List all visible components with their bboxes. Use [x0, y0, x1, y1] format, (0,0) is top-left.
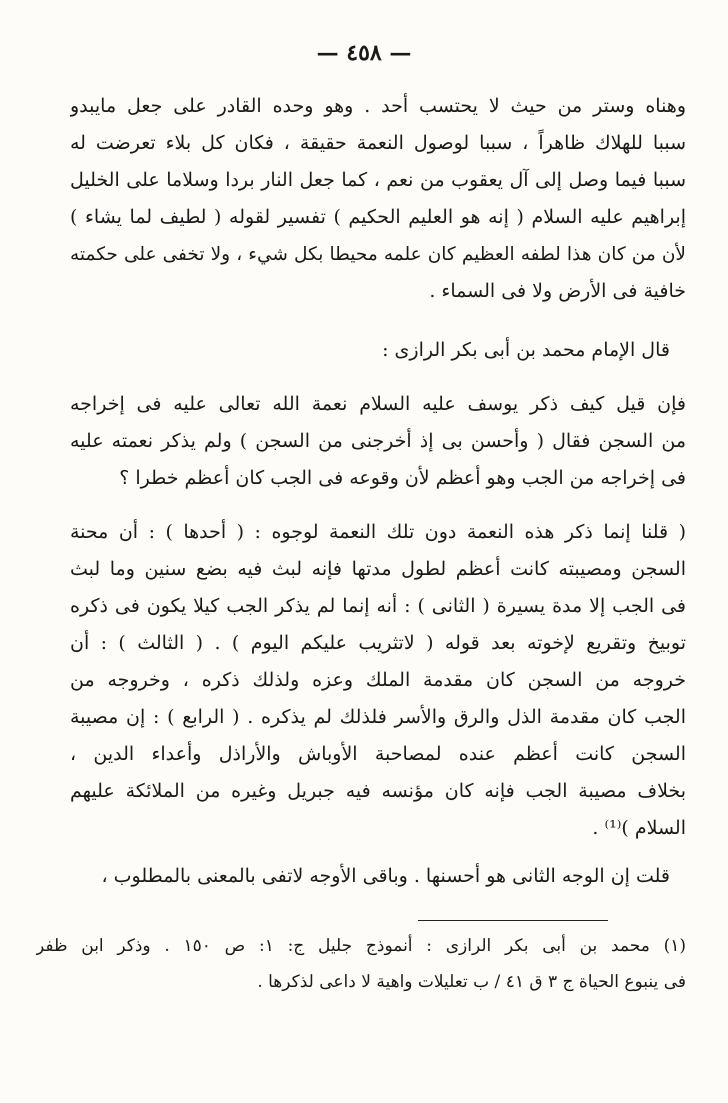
- footnote-line: فى ينبوع الحياة ج ٣ ق ٤١ / ب تعليلات واهية لا داعى لذكرها .: [257, 972, 686, 992]
- text-line: قال الإمام محمد بن أبى بكر الرازى :: [382, 339, 670, 361]
- text-line: الجب كان مقدمة الذل والرق والأسر فلذلك لم يذكره . ( الرابع ) : إن مصيبة: [70, 706, 686, 728]
- text-line: فى إخراجه من الجب وهو أعظم لأن وقوعه فى الجب كان أعظم خطرا ؟: [119, 467, 686, 489]
- paragraph-5: [70, 858, 670, 895]
- text-line: وهناه وستر من حيث لا يحتسب أحد . وهو وحده القادر على جعل مايبدو: [70, 95, 686, 117]
- text-line: فإن قيل كيف ذكر يوسف عليه السلام نعمة الله تعالى عليه فى إخراجه: [70, 393, 686, 415]
- text-line: ( قلنا إنما ذكر هذه النعمة دون تلك النعمة لوجوه : ( أحدها ) : أن محنة: [70, 521, 686, 543]
- text-line: السجن كانت أعظم عنده لمصاحبة الأوباش والأراذل وأعداء الدين ،: [70, 743, 686, 765]
- page-number: — ٤٥٨ —: [316, 40, 412, 66]
- text-line: سببا للهلاك ظاهراً ، سببا لوصول النعمة حقيقة ، فكان كل بلاء تعرضت له: [70, 132, 686, 154]
- footnote: [36, 928, 686, 1000]
- paragraph-2: [70, 332, 670, 369]
- text-line: سببا فيما وصل إلى آل يعقوب من نعم ، كما جعل النار بردا وسلاما على الخليل: [70, 169, 686, 191]
- paragraph-1: [70, 88, 686, 310]
- text-line: فى الجب إلا مدة يسيرة ( الثانى ) : أنه إنما لم يذكر الجب كيلا يكون فى ذكره: [70, 595, 686, 617]
- text-line: إبراهيم عليه السلام ( إنه هو العليم الحكيم ) تفسير لقوله ( لطيف لما يشاء ): [70, 206, 686, 228]
- text-line: السجن ومصيبته كانت أعظم لطول مدتها فإنه لبث فيه بضع سنين وما لبث: [70, 558, 686, 580]
- text-line: توبيخ وتقريع لإخوته بعد قوله ( لاتثريب عليكم اليوم ) . ( الثالث ) : أن: [70, 632, 686, 654]
- text-line: خروجه من السجن كان مقدمة الملك وعزه ولذلك ذكره ، وخروجه من: [70, 669, 686, 691]
- paragraph-3: [70, 386, 686, 497]
- paragraph-4: [70, 514, 686, 847]
- text-line: من السجن فقال ( وأحسن بى إذ أخرجنى من السجن ) ولم يذكر نعمته عليه: [70, 430, 686, 452]
- text-line: خافية فى الأرض ولا فى السماء .: [429, 280, 686, 302]
- text-line: قلت إن الوجه الثانى هو أحسنها . وباقى الأوجه لاتفى بالمعنى بالمطلوب ،: [101, 865, 670, 887]
- text-line: بخلاف مصيبة الجب فإنه كان مؤنسه فيه جبريل وغيره من الملائكة عليهم: [70, 780, 686, 802]
- text-line: لأن من كان هذا لطفه العظيم كان علمه محيطا بكل شيء ، ولا تخفى على حكمته: [70, 244, 686, 265]
- footnote-divider: [418, 920, 608, 921]
- footnote-line: (١) محمد بن أبى بكر الرازى : أنموذج جليل ج: ١: ص ١٥٠ . وذكر ابن ظفر: [36, 936, 686, 956]
- text-line: السلام )⁽¹⁾ .: [592, 817, 686, 839]
